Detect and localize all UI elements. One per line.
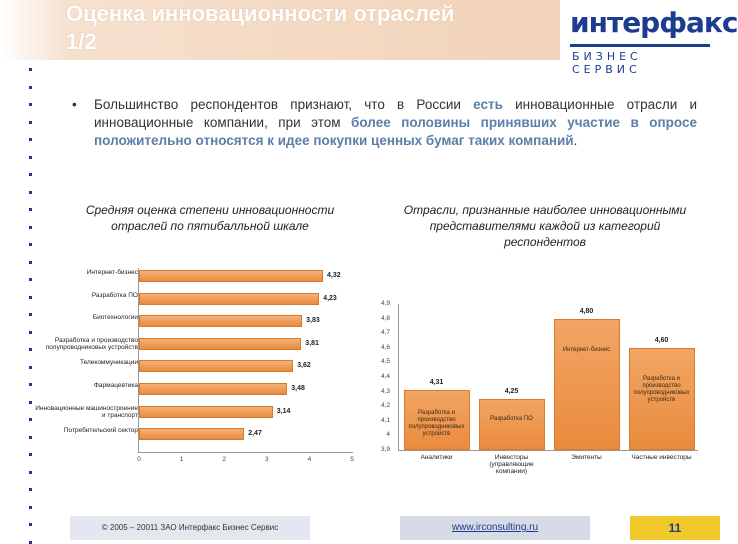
left-chart-x-tick: 4 xyxy=(307,456,312,463)
bullet-text-post: . xyxy=(573,133,578,148)
title-line-2: 1/2 xyxy=(66,29,97,54)
right-chart-y-tick: 4,4 xyxy=(380,373,390,380)
right-chart-y-tick: 4,6 xyxy=(380,343,390,351)
right-chart-category-label: Инвесторы (управляющие компании) xyxy=(489,454,534,475)
right-chart-y-tick: 4,1 xyxy=(380,416,390,424)
page-title xyxy=(66,0,586,56)
left-chart-bar xyxy=(139,270,323,282)
right-chart-y-tick: 4,8 xyxy=(380,314,390,322)
left-chart-value-label: 3,14 xyxy=(276,407,291,415)
left-chart-bar xyxy=(139,293,319,305)
right-chart-title: Отрасли, признанные наиболее инновационными представителями каждой из категорий респондентов xyxy=(403,203,687,249)
right-chart-value-label: 4,80 xyxy=(579,307,594,315)
right-chart-y-tick: 4,3 xyxy=(380,387,390,395)
left-chart-x-tick: 3 xyxy=(264,456,269,463)
footer-copyright: © 2005 – 20011 ЗАО Интерфакс Бизнес Сервис xyxy=(70,516,310,540)
left-chart-value-label: 3,83 xyxy=(306,317,320,325)
bullet-text-mid: инновационные отрасли и инновационные компании, при этом xyxy=(94,97,698,130)
title-line-1: Оценка инновационности отраслей xyxy=(66,1,455,26)
bullet-highlight-1: есть xyxy=(473,97,503,112)
right-chart-y-tick: 4,7 xyxy=(380,329,390,337)
right-chart-category-label: Аналитики xyxy=(420,454,453,461)
left-chart-x-tick: 0 xyxy=(137,456,141,463)
left-chart-category-label: Инновационные машиностроение и транспорт xyxy=(35,404,138,419)
left-chart-bar xyxy=(139,428,244,440)
left-chart-category-label: Разработка ПО xyxy=(91,291,138,299)
left-chart-category-label: Биотехнологии xyxy=(92,314,138,322)
left-chart-value-label: 3,48 xyxy=(291,385,305,392)
logo-subtitle: БИЗНЕС СЕРВИС xyxy=(572,50,642,76)
left-chart-category-label: Телекоммуникации xyxy=(79,359,138,367)
left-chart-bar xyxy=(139,406,273,418)
page-number: 11 xyxy=(630,516,720,540)
logo-rule xyxy=(570,44,710,47)
right-chart-bar-label: Разработка и производство полупроводниковых устройств xyxy=(408,410,465,438)
bullet-dot: • xyxy=(72,97,77,112)
right-chart-value-label: 4,25 xyxy=(504,387,519,395)
right-chart-category-label: Частные инвесторы xyxy=(631,454,692,461)
right-chart-bar-label: Разработка ПО xyxy=(490,415,533,422)
left-chart-title: Средняя оценка степени инновационности отраслей по пятибалльной шкале xyxy=(85,203,335,233)
left-chart-category-label: Фармацевтика xyxy=(93,382,138,389)
right-chart-bar xyxy=(554,319,620,450)
bullet-highlight-2: более половины принявших участие в опросе положительно относятся к идее покупки ценных бумаг таких компаний xyxy=(94,115,697,148)
right-chart-value-label: 4,31 xyxy=(429,379,444,387)
left-chart-value-label: 2,47 xyxy=(248,430,262,438)
right-chart-y-axis xyxy=(398,304,399,450)
right-chart-x-axis xyxy=(398,450,698,451)
left-chart-category-label: Потребительский сектор xyxy=(63,427,138,435)
right-chart-y-tick: 4,9 xyxy=(380,300,390,307)
left-chart-value-label: 3,62 xyxy=(297,362,311,370)
left-chart-bar xyxy=(139,383,287,395)
left-chart-x-tick: 2 xyxy=(222,456,226,463)
left-chart-bar xyxy=(139,360,293,372)
right-chart-bar xyxy=(479,399,545,450)
header xyxy=(0,0,738,76)
left-bar-chart xyxy=(30,260,370,470)
right-chart-category-label: Эмитенты xyxy=(571,454,602,461)
right-chart-y-tick: 4,2 xyxy=(380,402,390,410)
left-chart-x-tick: 5 xyxy=(350,456,354,463)
bullet-text-pre: Большинство респондентов признают, что в России xyxy=(94,97,474,112)
right-chart-y-tick: 3,9 xyxy=(380,446,390,453)
right-chart-y-tick: 4,5 xyxy=(380,358,390,366)
left-chart-x-axis xyxy=(138,452,353,453)
bullet-paragraph xyxy=(72,96,697,150)
right-bar-chart xyxy=(370,300,700,475)
footer-link[interactable]: www.irconsulting.ru xyxy=(400,516,590,540)
logo-wordmark: интерфакс xyxy=(570,6,738,39)
right-chart-bar-label: Интернет-бизнес xyxy=(562,346,611,353)
left-chart-x-tick: 1 xyxy=(179,456,184,463)
left-chart-bar xyxy=(139,315,302,327)
interfax-logo xyxy=(570,6,738,76)
right-chart-bar-label: Разработка и производство полупроводниковых устройств xyxy=(633,375,690,403)
left-chart-category-label: Интернет-бизнес xyxy=(86,269,138,276)
right-chart-y-tick: 4 xyxy=(386,431,390,439)
left-chart-category-label: Разработка и производство полупроводниковых устройств xyxy=(45,336,138,351)
left-chart-value-label: 3,81 xyxy=(305,339,319,347)
left-chart-value-label: 4,23 xyxy=(323,294,337,302)
right-chart-value-label: 4,60 xyxy=(654,336,669,344)
left-chart-bar xyxy=(139,338,301,350)
footer xyxy=(70,516,720,540)
left-chart-value-label: 4,32 xyxy=(327,272,341,279)
